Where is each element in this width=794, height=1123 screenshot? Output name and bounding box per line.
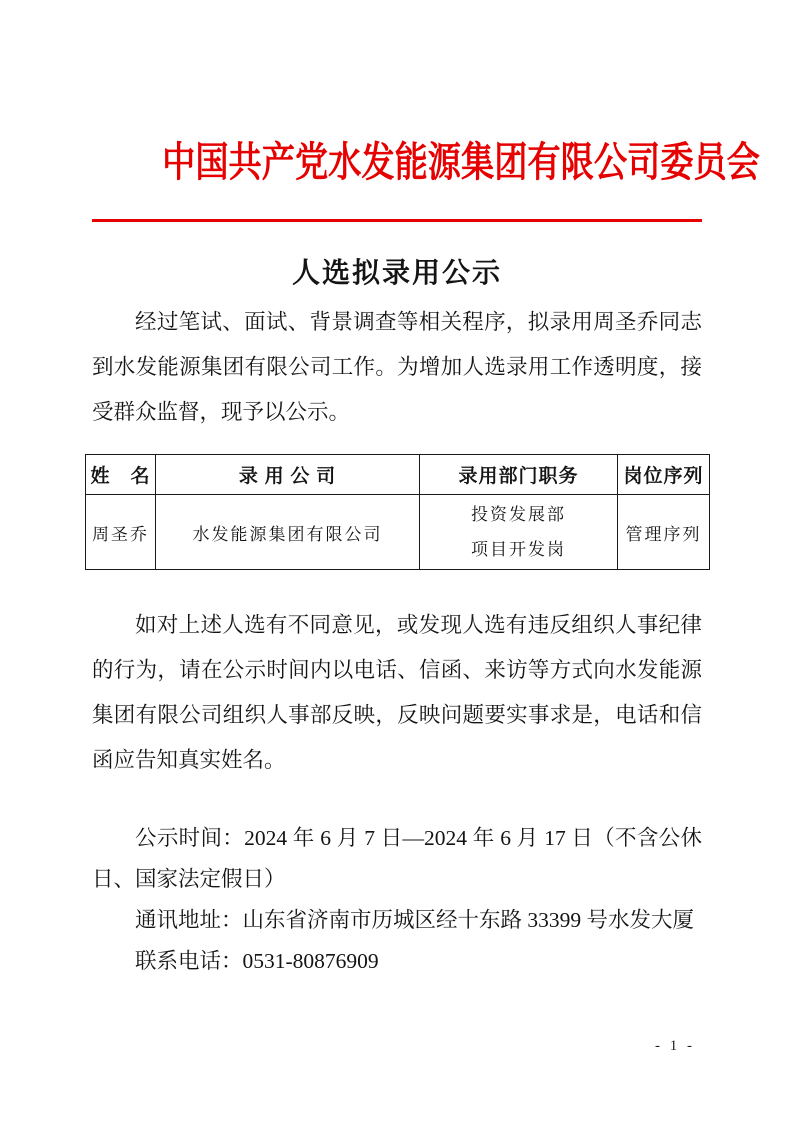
intro-paragraph — [92, 300, 702, 435]
paragraph-line: 公示时间：2024 年 6 月 7 日—2024 年 6 月 17 日（不含公休 — [135, 826, 702, 850]
table-header-series: 岗位序列 — [618, 455, 710, 495]
table-header-dept: 录用部门职务 — [420, 455, 618, 495]
cell-company: 水发能源集团有限公司 — [156, 495, 420, 570]
table-row — [86, 495, 710, 570]
paragraph-line: 的行为，请在公示时间内以电话、信函、来访等方式向水发能源 — [92, 658, 702, 682]
hire-table — [85, 454, 710, 570]
cell-dept — [420, 495, 618, 570]
paragraph-line: 如对上述人选有不同意见，或发现人选有违反组织人事纪律 — [135, 613, 702, 637]
org-title — [92, 138, 760, 186]
contact-block — [92, 900, 702, 982]
objection-paragraph — [92, 603, 702, 783]
paragraph-line: 经过笔试、面试、背景调查等相关程序，拟录用周圣乔同志 — [135, 310, 702, 334]
org-title-text: 中国共产党水发能源集团有限公司委员会 — [162, 139, 760, 185]
paragraph-line: 到水发能源集团有限公司工作。为增加人选录用工作透明度，接 — [92, 355, 702, 379]
paragraph-line: 日、国家法定假日） — [92, 867, 286, 891]
cell-dept-line2: 项目开发岗 — [471, 540, 566, 559]
page-number: - 1 - — [655, 1038, 695, 1054]
doc-title: 人选拟录用公示 — [291, 258, 502, 289]
paragraph-line: 受群众监督，现予以公示。 — [92, 400, 351, 424]
table-header-company: 录 用 公 司 — [156, 455, 420, 495]
phone-line: 联系电话：0531-80876909 — [135, 949, 379, 973]
cell-series: 管理序列 — [618, 495, 710, 570]
paragraph-line: 集团有限公司组织人事部反映，反映问题要实事求是，电话和信 — [92, 703, 702, 727]
publicity-period-paragraph — [92, 818, 702, 900]
cell-dept-line1: 投资发展部 — [471, 505, 566, 524]
document-content — [90, 0, 760, 982]
red-divider — [92, 219, 702, 222]
paragraph-line: 函应告知真实姓名。 — [92, 748, 286, 772]
cell-name: 周圣乔 — [86, 495, 156, 570]
table-header-row — [86, 455, 710, 495]
address-line: 通讯地址：山东省济南市历城区经十东路 33399 号水发大厦 — [135, 908, 695, 932]
table-header-name: 姓 名 — [86, 455, 156, 495]
